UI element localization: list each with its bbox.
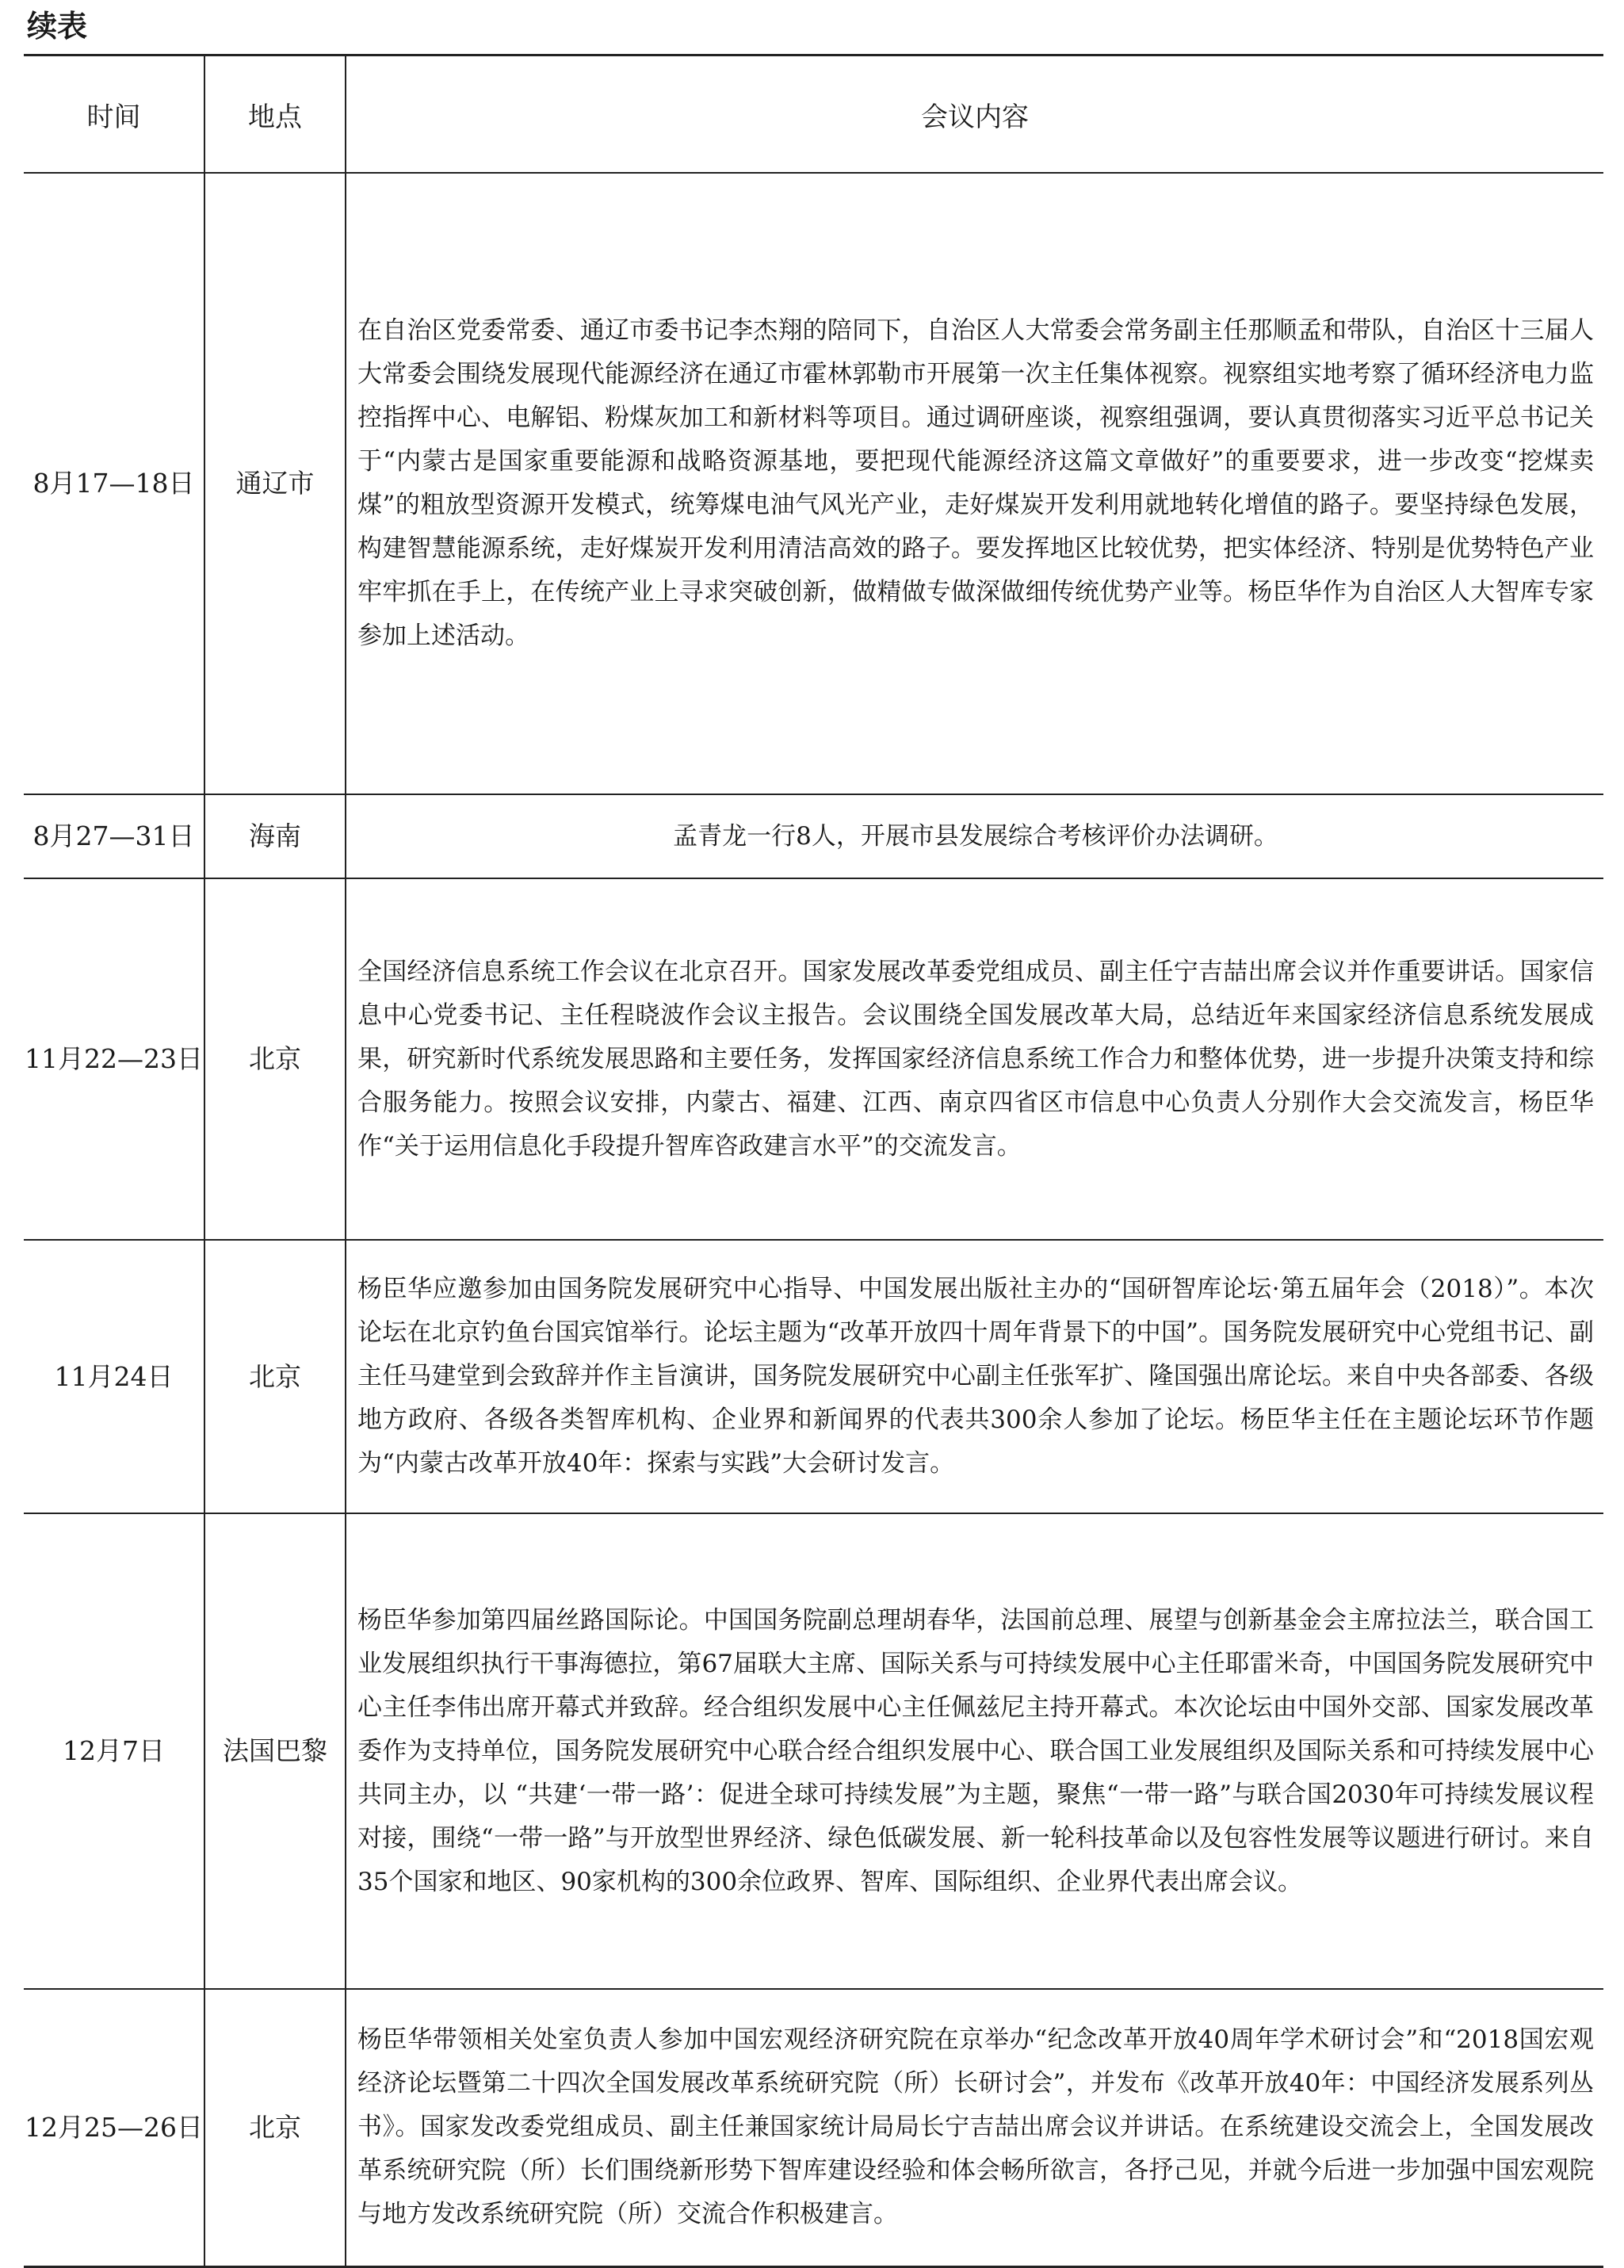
row-content: 在自治区党委常委、通辽市委书记李杰翔的陪同下，自治区人大常委会常务副主任那顺孟和带队，自治区十三届人大常委会围绕发展现代能源经济在通辽市霍林郭勒市开展第一次主任集体视察。视察组实地考察了循环经济电力监控指挥中心、电解铝、粉煤灰加工和新材料等项目。通过调研座谈，视察组强调，要认真贯彻落实习近平总书记关于“内蒙古是国家重要能源和战略资源基地，要把现代能源经济这篇文章做好”的重要要求，进一步改变“挖煤卖煤”的粗放型资源开发模式，统筹煤电油气风光产业，走好煤炭开发利用就地转化增值的路子。要坚持绿色发展，构建智慧能源系统，走好煤炭开发利用清洁高效的路子。要发挥地区比较优势，把实体经济、特别是优势特色产业牢牢抓在手上，在传统产业上寻求突破创新，做精做专做深做细传统优势产业等。杨臣华作为自治区人大智库专家参加上述活动。: [346, 173, 1603, 794]
row-content: 杨臣华参加第四届丝路国际论。中国国务院副总理胡春华，法国前总理、展望与创新基金会主席拉法兰，联合国工业发展组织执行干事海德拉，第67届联大主席、国际关系与可持续发展中心主任耶雷米奇，中国国务院发展研究中心主任李伟出席开幕式并致辞。经合组织发展中心主任佩兹尼主持开幕式。本次论坛由中国外交部、国家发展改革委作为支持单位，国务院发展研究中心联合经合组织发展中心、联合国工业发展组织及国际关系和可持续发展中心共同主办，以 “共建‘一带一路’：促进全球可持续发展”为主题，聚焦“一带一路”与联合国2030年可持续发展议程对接，围绕“一带一路”与开放型世界经济、绿色低碳发展、新一轮科技革命以及包容性发展等议题进行研讨。来自35个国家和地区、90家机构的300余位政界、智库、国际组织、企业界代表出席会议。: [346, 1513, 1603, 1989]
row-time: 12月7日: [24, 1513, 204, 1989]
header-content: 会议内容: [346, 55, 1603, 174]
row-time: 11月24日: [24, 1240, 204, 1513]
row-place: 海南: [204, 794, 346, 878]
row-place: 北京: [204, 1240, 346, 1513]
row-time: 11月22—23日: [24, 878, 204, 1240]
header-time: 时间: [24, 55, 204, 174]
table-caption: 续表: [27, 9, 88, 44]
table-row: [24, 878, 1603, 1240]
table-row: [24, 173, 1603, 794]
row-content: 孟青龙一行8人，开展市县发展综合考核评价办法调研。: [346, 794, 1603, 878]
table-row: [24, 1240, 1603, 1513]
header-place: 地点: [204, 55, 346, 174]
table-row: [24, 794, 1603, 878]
meeting-schedule-table: [24, 54, 1603, 2268]
row-content: 杨臣华带领相关处室负责人参加中国宏观经济研究院在京举办“纪念改革开放40周年学术研讨会”和“2018国宏观经济论坛暨第二十四次全国发展改革系统研究院（所）长研讨会”，并发布《改革开放40年：中国经济发展系列丛书》。国家发改委党组成员、副主任兼国家统计局局长宁吉喆出席会议并讲话。在系统建设交流会上，全国发展改革系统研究院（所）长们围绕新形势下智库建设经验和体会畅所欲言，各抒己见，并就今后进一步加强中国宏观院与地方发改系统研究院（所）交流合作积极建言。: [346, 1989, 1603, 2266]
table-header-row: [24, 55, 1603, 174]
row-time: 8月17—18日: [24, 173, 204, 794]
row-time: 8月27—31日: [24, 794, 204, 878]
row-place: 法国巴黎: [204, 1513, 346, 1989]
row-place: 北京: [204, 1989, 346, 2266]
row-place: 北京: [204, 878, 346, 1240]
row-place: 通辽市: [204, 173, 346, 794]
row-time: 12月25—26日: [24, 1989, 204, 2266]
row-content: 全国经济信息系统工作会议在北京召开。国家发展改革委党组成员、副主任宁吉喆出席会议并作重要讲话。国家信息中心党委书记、主任程晓波作会议主报告。会议围绕全国发展改革大局，总结近年来国家经济信息系统发展成果，研究新时代系统发展思路和主要任务，发挥国家经济信息系统工作合力和整体优势，进一步提升决策支持和综合服务能力。按照会议安排，内蒙古、福建、江西、南京四省区市信息中心负责人分别作大会交流发言，杨臣华作“关于运用信息化手段提升智库咨政建言水平”的交流发言。: [346, 878, 1603, 1240]
table-row: [24, 1513, 1603, 1989]
table-row: [24, 1989, 1603, 2266]
row-content: 杨臣华应邀参加由国务院发展研究中心指导、中国发展出版社主办的“国研智库论坛·第五届年会（2018）”。本次论坛在北京钓鱼台国宾馆举行。论坛主题为“改革开放四十周年背景下的中国”。国务院发展研究中心党组书记、副主任马建堂到会致辞并作主旨演讲，国务院发展研究中心副主任张军扩、隆国强出席论坛。来自中央各部委、各级地方政府、各级各类智库机构、企业界和新闻界的代表共300余人参加了论坛。杨臣华主任在主题论坛环节作题为“内蒙古改革开放40年：探索与实践”大会研讨发言。: [346, 1240, 1603, 1513]
